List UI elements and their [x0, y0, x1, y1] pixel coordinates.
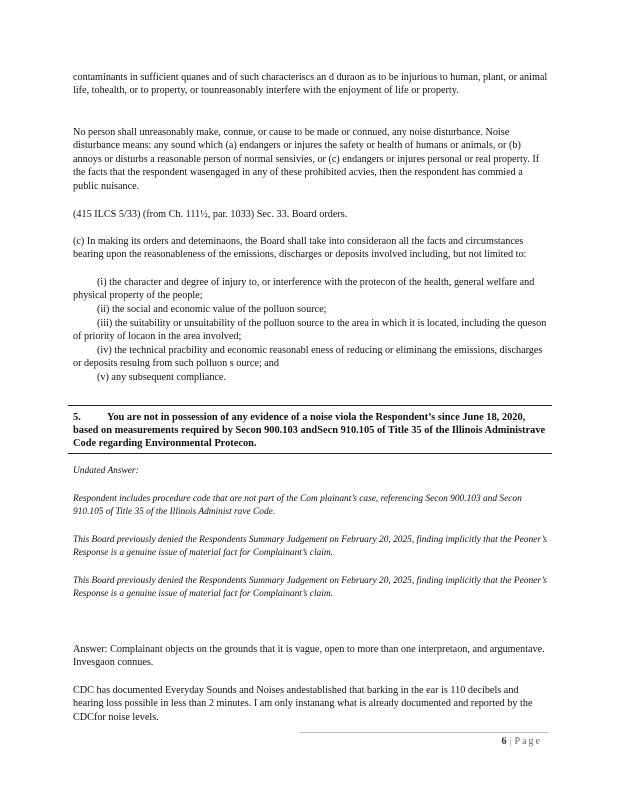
- page-number: 6: [501, 736, 507, 747]
- list-item-v: (v) any subsequent compliance.: [97, 372, 227, 383]
- question-top-rule: [68, 405, 552, 406]
- footer-separator: |: [509, 736, 512, 747]
- question-bottom-rule: [68, 453, 552, 454]
- footer-rule: [300, 732, 548, 733]
- page-footer: [502, 736, 542, 747]
- question-heading: [73, 411, 549, 451]
- statute-citation: (415 ILCS 5/33) (from Ch. 111½, par. 1033) Sec. 33. Board orders.: [73, 209, 348, 220]
- question-text: You are not in possession of any evidence of a noise viola the Respondent’s since June 18, 2020, based on measurements required by Secon 900.103 andSecn 910.105 of Title 35 of the Illinois Administrave Code regarding Environmental Protecon.: [73, 412, 546, 450]
- cdc-paragraph: CDC has documented Everyday Sounds and Noises andestablished that barking in the ear is 110 decibels and hearing loss possible in less than 2 minutes. I am only instanang what is already documented and reported by the CDCfor noise levels.: [73, 685, 533, 723]
- list-item-iv: (iv) the technical pracbility and economic reasonabl eness of reducing or eliminang the emissions, discharges or deposits resulng from such polluon s ource; and: [73, 345, 543, 370]
- paragraph-contaminants: contaminants in sufficient quanes and of such characteriscs an d duraon as to be injurious to human, plant, or animal life, tohealth, or to property, or tounreasonably interfere with the enjoyment of life or property.: [73, 72, 548, 97]
- list-item-iii: (iii) the suitability or unsuitability of the polluon source to the area in which it is located, including the queson of priority of locaon in the area involved;: [73, 318, 547, 343]
- undated-answer-2: This Board previously denied the Respondents Summary Judgement on February 20, 2025, finding implicitly that the Peoner’s Response is a genuine issue of material fact for Complainant’s claim.: [73, 535, 547, 558]
- question-number: 5.: [73, 412, 81, 423]
- list-item-i: (i) the character and degree of injury to, or interference with the protecon of the health, general welfare and physical property of the people;: [73, 277, 535, 302]
- list-item-ii: (ii) the social and economic value of the polluon source;: [97, 304, 327, 315]
- paragraph-noise-disturbance: No person shall unreasonably make, connue, or cause to be made or connued, any noise disturbance. Noise disturbance means: any sound which (a) endangers or injures the safety or health of humans or animals, or (b) annoys or disturbs a reasonable person of normal sensivies, or (c) endangers or injures personal or real property. If the facts that the respondent wasengaged in any of these prohibited acvies, then the respondent has commied a public nuisance.: [73, 127, 540, 192]
- answer-paragraph: Answer: Complainant objects on the grounds that it is vague, open to more than one interpretaon, and argumentave. Invesgaon connues.: [73, 644, 545, 669]
- page-label: Page: [514, 736, 542, 747]
- undated-answer-1: Respondent includes procedure code that are not part of the Com plainant’s case, referencing Secon 900.103 and Secon 910.105 of Title 35 of the Illinois Administ rave Code.: [73, 494, 522, 517]
- undated-answer-3: This Board previously denied the Respondents Summary Judgement on February 20, 2025, finding implicitly that the Peoner’s Response is a genuine issue of material fact for Complainant’s claim.: [73, 576, 547, 599]
- undated-answer-label: Undated Answer:: [73, 466, 139, 476]
- paragraph-board-orders: (c) In making its orders and deteminaons, the Board shall take into consideraon all the facts and circumstances bearing upon the reasonableness of the emissions, discharges or deposits involved including, but not limited to:: [73, 236, 527, 261]
